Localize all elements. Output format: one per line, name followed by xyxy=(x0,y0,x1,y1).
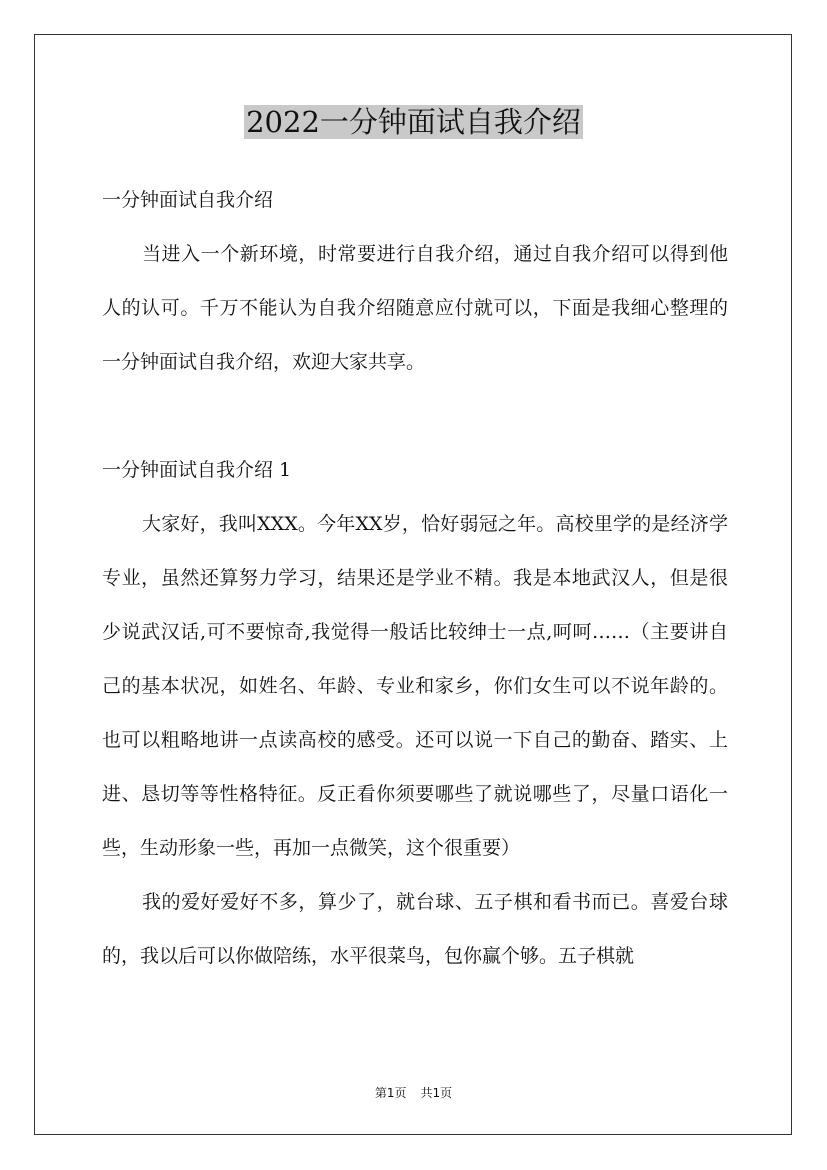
paragraph-2: 我的爱好爱好不多，算少了，就台球、五子棋和看书而已。喜爱台球的，我以后可以你做陪练，水平很菜鸟，包你赢个够。五子棋就 xyxy=(102,891,728,967)
page-number: 第1页 xyxy=(374,1086,407,1100)
paragraph-gap xyxy=(102,389,728,443)
document-title-text: 2022一分钟面试自我介绍 xyxy=(246,105,581,139)
paragraph-1: 大家好，我叫XXX。今年XX岁，恰好弱冠之年。高校里学的是经济学专业，虽然还算努力学习，结果还是学业不精。我是本地武汉人，但是很少说武汉话,可不要惊奇,我觉得一般话比较绅士一点,呵呵……（主要讲自己的基本状况，如姓名、年龄、专业和家乡，你们女生可以不说年龄的。也可以粗略地讲一点读高校的感受。还可以说一下自己的勤奋、踏实、上进、恳切等等性格特征。反正看你须要哪些了就说哪些了，尽量口语化一些，生动形象一些，再加一点微笑，这个很重要） xyxy=(102,513,728,859)
intro-paragraph: 当进入一个新环境，时常要进行自我介绍，通过自我介绍可以得到他人的认可。千万不能认为自我介绍随意应付就可以，下面是我细心整理的一分钟面试自我介绍，欢迎大家共享。 xyxy=(102,243,728,373)
document-body xyxy=(102,173,728,983)
document-title xyxy=(0,102,827,142)
page-total: 共1页 xyxy=(420,1086,453,1100)
subheading-1: 一分钟面试自我介绍 1 xyxy=(102,459,292,481)
page-footer xyxy=(0,1084,827,1101)
section-heading: 一分钟面试自我介绍 xyxy=(102,189,274,211)
